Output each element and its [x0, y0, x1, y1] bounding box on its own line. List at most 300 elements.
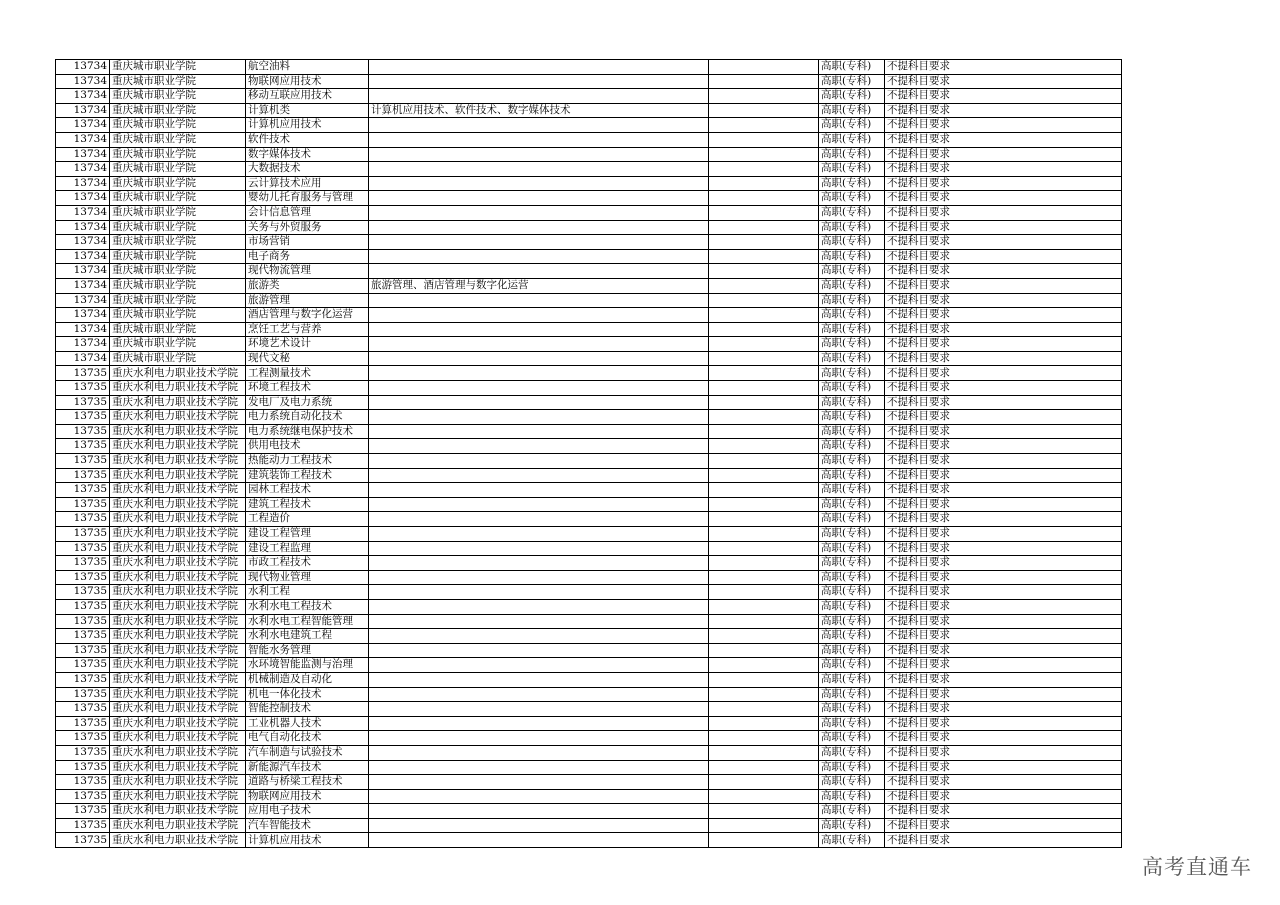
level-cell: 高职(专科) — [819, 702, 885, 717]
school-code-cell: 13735 — [56, 541, 110, 556]
subject-requirement-cell: 不提科目要求 — [885, 599, 1122, 614]
admission-table — [55, 59, 1122, 848]
level-cell: 高职(专科) — [819, 643, 885, 658]
school-name-cell: 重庆城市职业学院 — [110, 103, 246, 118]
major-name-cell: 智能控制技术 — [246, 702, 369, 717]
note-cell — [709, 191, 819, 206]
subject-requirement-cell: 不提科目要求 — [885, 60, 1122, 75]
subject-requirement-cell: 不提科目要求 — [885, 775, 1122, 790]
level-cell: 高职(专科) — [819, 60, 885, 75]
level-cell: 高职(专科) — [819, 410, 885, 425]
major-name-cell: 婴幼儿托育服务与管理 — [246, 191, 369, 206]
table-row — [56, 527, 1122, 542]
subject-requirement-cell: 不提科目要求 — [885, 74, 1122, 89]
school-name-cell: 重庆水利电力职业技术学院 — [110, 658, 246, 673]
school-code-cell: 13735 — [56, 731, 110, 746]
subject-requirement-cell: 不提科目要求 — [885, 804, 1122, 819]
school-code-cell: 13734 — [56, 220, 110, 235]
major-group-cell — [369, 804, 709, 819]
subject-requirement-cell: 不提科目要求 — [885, 702, 1122, 717]
major-name-cell: 电力系统自动化技术 — [246, 410, 369, 425]
note-cell — [709, 527, 819, 542]
subject-requirement-cell: 不提科目要求 — [885, 745, 1122, 760]
major-group-cell — [369, 468, 709, 483]
school-code-cell: 13734 — [56, 337, 110, 352]
major-group-cell — [369, 410, 709, 425]
subject-requirement-cell: 不提科目要求 — [885, 366, 1122, 381]
school-code-cell: 13734 — [56, 322, 110, 337]
school-name-cell: 重庆城市职业学院 — [110, 235, 246, 250]
subject-requirement-cell: 不提科目要求 — [885, 497, 1122, 512]
level-cell: 高职(专科) — [819, 745, 885, 760]
school-name-cell: 重庆城市职业学院 — [110, 322, 246, 337]
school-name-cell: 重庆水利电力职业技术学院 — [110, 454, 246, 469]
note-cell — [709, 687, 819, 702]
table-row — [56, 205, 1122, 220]
major-name-cell: 工程测量技术 — [246, 366, 369, 381]
major-name-cell: 计算机应用技术 — [246, 118, 369, 133]
subject-requirement-cell: 不提科目要求 — [885, 629, 1122, 644]
school-name-cell: 重庆城市职业学院 — [110, 60, 246, 75]
level-cell: 高职(专科) — [819, 497, 885, 512]
note-cell — [709, 497, 819, 512]
table-row — [56, 745, 1122, 760]
school-code-cell: 13735 — [56, 599, 110, 614]
school-name-cell: 重庆城市职业学院 — [110, 308, 246, 323]
school-code-cell: 13734 — [56, 264, 110, 279]
table-row — [56, 366, 1122, 381]
level-cell: 高职(专科) — [819, 249, 885, 264]
table-row — [56, 570, 1122, 585]
school-name-cell: 重庆水利电力职业技术学院 — [110, 687, 246, 702]
level-cell: 高职(专科) — [819, 220, 885, 235]
school-code-cell: 13734 — [56, 205, 110, 220]
major-group-cell — [369, 556, 709, 571]
school-name-cell: 重庆水利电力职业技术学院 — [110, 614, 246, 629]
school-code-cell: 13735 — [56, 833, 110, 848]
major-name-cell: 旅游管理 — [246, 293, 369, 308]
major-group-cell — [369, 74, 709, 89]
major-name-cell: 水利工程 — [246, 585, 369, 600]
note-cell — [709, 512, 819, 527]
major-name-cell: 酒店管理与数字化运营 — [246, 308, 369, 323]
table-row — [56, 687, 1122, 702]
note-cell — [709, 381, 819, 396]
school-name-cell: 重庆水利电力职业技术学院 — [110, 716, 246, 731]
school-name-cell: 重庆水利电力职业技术学院 — [110, 818, 246, 833]
level-cell: 高职(专科) — [819, 89, 885, 104]
school-name-cell: 重庆水利电力职业技术学院 — [110, 702, 246, 717]
school-code-cell: 13735 — [56, 483, 110, 498]
subject-requirement-cell: 不提科目要求 — [885, 89, 1122, 104]
subject-requirement-cell: 不提科目要求 — [885, 132, 1122, 147]
school-code-cell: 13734 — [56, 191, 110, 206]
major-group-cell — [369, 818, 709, 833]
school-name-cell: 重庆水利电力职业技术学院 — [110, 424, 246, 439]
subject-requirement-cell: 不提科目要求 — [885, 468, 1122, 483]
table-row — [56, 89, 1122, 104]
note-cell — [709, 541, 819, 556]
major-group-cell — [369, 629, 709, 644]
school-code-cell: 13735 — [56, 804, 110, 819]
school-code-cell: 13735 — [56, 614, 110, 629]
school-name-cell: 重庆城市职业学院 — [110, 278, 246, 293]
table-row — [56, 308, 1122, 323]
note-cell — [709, 658, 819, 673]
table-row — [56, 585, 1122, 600]
level-cell: 高职(专科) — [819, 454, 885, 469]
major-name-cell: 现代文秘 — [246, 351, 369, 366]
subject-requirement-cell: 不提科目要求 — [885, 716, 1122, 731]
table-row — [56, 220, 1122, 235]
school-name-cell: 重庆水利电力职业技术学院 — [110, 672, 246, 687]
school-code-cell: 13735 — [56, 527, 110, 542]
table-row — [56, 804, 1122, 819]
subject-requirement-cell: 不提科目要求 — [885, 585, 1122, 600]
level-cell: 高职(专科) — [819, 366, 885, 381]
level-cell: 高职(专科) — [819, 599, 885, 614]
major-name-cell: 工业机器人技术 — [246, 716, 369, 731]
note-cell — [709, 74, 819, 89]
table-row — [56, 599, 1122, 614]
level-cell: 高职(专科) — [819, 118, 885, 133]
level-cell: 高职(专科) — [819, 570, 885, 585]
school-name-cell: 重庆水利电力职业技术学院 — [110, 468, 246, 483]
major-group-cell — [369, 205, 709, 220]
school-code-cell: 13735 — [56, 570, 110, 585]
table-row — [56, 775, 1122, 790]
table-row — [56, 191, 1122, 206]
table-row — [56, 424, 1122, 439]
note-cell — [709, 60, 819, 75]
school-name-cell: 重庆城市职业学院 — [110, 264, 246, 279]
subject-requirement-cell: 不提科目要求 — [885, 643, 1122, 658]
note-cell — [709, 366, 819, 381]
school-code-cell: 13734 — [56, 249, 110, 264]
level-cell: 高职(专科) — [819, 191, 885, 206]
school-code-cell: 13735 — [56, 410, 110, 425]
table-row — [56, 672, 1122, 687]
major-name-cell: 智能水务管理 — [246, 643, 369, 658]
school-code-cell: 13735 — [56, 658, 110, 673]
major-group-cell — [369, 599, 709, 614]
major-name-cell: 电气自动化技术 — [246, 731, 369, 746]
table-row — [56, 410, 1122, 425]
major-name-cell: 环境艺术设计 — [246, 337, 369, 352]
major-group-cell — [369, 775, 709, 790]
subject-requirement-cell: 不提科目要求 — [885, 264, 1122, 279]
note-cell — [709, 424, 819, 439]
major-name-cell: 关务与外贸服务 — [246, 220, 369, 235]
note-cell — [709, 585, 819, 600]
major-name-cell: 工程造价 — [246, 512, 369, 527]
table-row — [56, 74, 1122, 89]
subject-requirement-cell: 不提科目要求 — [885, 556, 1122, 571]
school-name-cell: 重庆城市职业学院 — [110, 220, 246, 235]
note-cell — [709, 760, 819, 775]
table-row — [56, 132, 1122, 147]
school-code-cell: 13735 — [56, 672, 110, 687]
school-name-cell: 重庆城市职业学院 — [110, 162, 246, 177]
note-cell — [709, 716, 819, 731]
level-cell: 高职(专科) — [819, 381, 885, 396]
table-row — [56, 702, 1122, 717]
school-name-cell: 重庆城市职业学院 — [110, 118, 246, 133]
table-row — [56, 789, 1122, 804]
school-name-cell: 重庆水利电力职业技术学院 — [110, 410, 246, 425]
subject-requirement-cell: 不提科目要求 — [885, 162, 1122, 177]
major-name-cell: 新能源汽车技术 — [246, 760, 369, 775]
major-group-cell — [369, 162, 709, 177]
major-name-cell: 环境工程技术 — [246, 381, 369, 396]
school-code-cell: 13735 — [56, 512, 110, 527]
table-row — [56, 60, 1122, 75]
note-cell — [709, 702, 819, 717]
level-cell: 高职(专科) — [819, 351, 885, 366]
school-code-cell: 13735 — [56, 585, 110, 600]
level-cell: 高职(专科) — [819, 132, 885, 147]
school-name-cell: 重庆城市职业学院 — [110, 132, 246, 147]
school-name-cell: 重庆水利电力职业技术学院 — [110, 775, 246, 790]
table-row — [56, 395, 1122, 410]
subject-requirement-cell: 不提科目要求 — [885, 395, 1122, 410]
major-group-cell — [369, 716, 709, 731]
note-cell — [709, 629, 819, 644]
subject-requirement-cell: 不提科目要求 — [885, 308, 1122, 323]
school-name-cell: 重庆水利电力职业技术学院 — [110, 585, 246, 600]
major-group-cell — [369, 147, 709, 162]
subject-requirement-cell: 不提科目要求 — [885, 483, 1122, 498]
subject-requirement-cell: 不提科目要求 — [885, 789, 1122, 804]
major-group-cell — [369, 395, 709, 410]
subject-requirement-cell: 不提科目要求 — [885, 731, 1122, 746]
school-code-cell: 13734 — [56, 147, 110, 162]
level-cell: 高职(专科) — [819, 541, 885, 556]
table-row — [56, 716, 1122, 731]
note-cell — [709, 162, 819, 177]
major-group-cell — [369, 672, 709, 687]
level-cell: 高职(专科) — [819, 775, 885, 790]
major-group-cell — [369, 191, 709, 206]
major-group-cell — [369, 614, 709, 629]
major-name-cell: 数字媒体技术 — [246, 147, 369, 162]
note-cell — [709, 264, 819, 279]
level-cell: 高职(专科) — [819, 614, 885, 629]
major-name-cell: 汽车智能技术 — [246, 818, 369, 833]
subject-requirement-cell: 不提科目要求 — [885, 191, 1122, 206]
school-name-cell: 重庆水利电力职业技术学院 — [110, 556, 246, 571]
school-code-cell: 13734 — [56, 74, 110, 89]
major-group-cell — [369, 833, 709, 848]
level-cell: 高职(专科) — [819, 672, 885, 687]
school-name-cell: 重庆水利电力职业技术学院 — [110, 643, 246, 658]
note-cell — [709, 278, 819, 293]
major-group-cell — [369, 337, 709, 352]
school-code-cell: 13735 — [56, 439, 110, 454]
school-name-cell: 重庆城市职业学院 — [110, 249, 246, 264]
table-row — [56, 147, 1122, 162]
table-row — [56, 468, 1122, 483]
level-cell: 高职(专科) — [819, 264, 885, 279]
note-cell — [709, 235, 819, 250]
note-cell — [709, 483, 819, 498]
level-cell: 高职(专科) — [819, 658, 885, 673]
school-code-cell: 13735 — [56, 775, 110, 790]
school-name-cell: 重庆水利电力职业技术学院 — [110, 381, 246, 396]
subject-requirement-cell: 不提科目要求 — [885, 687, 1122, 702]
level-cell: 高职(专科) — [819, 468, 885, 483]
level-cell: 高职(专科) — [819, 337, 885, 352]
subject-requirement-cell: 不提科目要求 — [885, 818, 1122, 833]
major-group-cell — [369, 643, 709, 658]
table-row — [56, 614, 1122, 629]
school-code-cell: 13734 — [56, 162, 110, 177]
major-group-cell — [369, 308, 709, 323]
school-name-cell: 重庆水利电力职业技术学院 — [110, 760, 246, 775]
table-row — [56, 643, 1122, 658]
major-name-cell: 移动互联应用技术 — [246, 89, 369, 104]
school-code-cell: 13734 — [56, 278, 110, 293]
major-name-cell: 物联网应用技术 — [246, 74, 369, 89]
table-row — [56, 833, 1122, 848]
major-group-cell — [369, 570, 709, 585]
major-group-cell — [369, 702, 709, 717]
school-name-cell: 重庆城市职业学院 — [110, 89, 246, 104]
major-group-cell — [369, 454, 709, 469]
major-group-cell — [369, 541, 709, 556]
table-row — [56, 162, 1122, 177]
subject-requirement-cell: 不提科目要求 — [885, 439, 1122, 454]
subject-requirement-cell: 不提科目要求 — [885, 220, 1122, 235]
level-cell: 高职(专科) — [819, 147, 885, 162]
major-group-cell — [369, 235, 709, 250]
level-cell: 高职(专科) — [819, 483, 885, 498]
major-name-cell: 现代物业管理 — [246, 570, 369, 585]
school-code-cell: 13735 — [56, 468, 110, 483]
major-name-cell: 建设工程管理 — [246, 527, 369, 542]
subject-requirement-cell: 不提科目要求 — [885, 381, 1122, 396]
table-row — [56, 118, 1122, 133]
note-cell — [709, 672, 819, 687]
note-cell — [709, 337, 819, 352]
major-name-cell: 建筑装饰工程技术 — [246, 468, 369, 483]
table-row — [56, 249, 1122, 264]
subject-requirement-cell: 不提科目要求 — [885, 760, 1122, 775]
level-cell: 高职(专科) — [819, 293, 885, 308]
school-name-cell: 重庆水利电力职业技术学院 — [110, 366, 246, 381]
major-name-cell: 大数据技术 — [246, 162, 369, 177]
school-name-cell: 重庆水利电力职业技术学院 — [110, 483, 246, 498]
major-group-cell — [369, 745, 709, 760]
school-name-cell: 重庆水利电力职业技术学院 — [110, 731, 246, 746]
major-name-cell: 计算机应用技术 — [246, 833, 369, 848]
table-row — [56, 658, 1122, 673]
school-code-cell: 13735 — [56, 366, 110, 381]
note-cell — [709, 147, 819, 162]
major-name-cell: 建筑工程技术 — [246, 497, 369, 512]
level-cell: 高职(专科) — [819, 322, 885, 337]
major-name-cell: 电子商务 — [246, 249, 369, 264]
school-name-cell: 重庆水利电力职业技术学院 — [110, 527, 246, 542]
level-cell: 高职(专科) — [819, 308, 885, 323]
school-name-cell: 重庆城市职业学院 — [110, 337, 246, 352]
table-row — [56, 351, 1122, 366]
major-name-cell: 园林工程技术 — [246, 483, 369, 498]
subject-requirement-cell: 不提科目要求 — [885, 833, 1122, 848]
note-cell — [709, 570, 819, 585]
table-body — [56, 60, 1122, 848]
level-cell: 高职(专科) — [819, 205, 885, 220]
note-cell — [709, 293, 819, 308]
note-cell — [709, 220, 819, 235]
note-cell — [709, 308, 819, 323]
major-group-cell — [369, 293, 709, 308]
school-code-cell: 13735 — [56, 454, 110, 469]
major-group-cell — [369, 497, 709, 512]
note-cell — [709, 731, 819, 746]
watermark: 高考直通车 — [1142, 855, 1252, 879]
major-name-cell: 机电一体化技术 — [246, 687, 369, 702]
major-group-cell — [369, 118, 709, 133]
school-code-cell: 13735 — [56, 716, 110, 731]
subject-requirement-cell: 不提科目要求 — [885, 176, 1122, 191]
school-code-cell: 13734 — [56, 103, 110, 118]
major-group-cell — [369, 322, 709, 337]
school-code-cell: 13735 — [56, 818, 110, 833]
level-cell: 高职(专科) — [819, 278, 885, 293]
major-name-cell: 机械制造及自动化 — [246, 672, 369, 687]
major-group-cell — [369, 658, 709, 673]
major-name-cell: 云计算技术应用 — [246, 176, 369, 191]
school-name-cell: 重庆水利电力职业技术学院 — [110, 541, 246, 556]
major-group-cell — [369, 366, 709, 381]
school-code-cell: 13735 — [56, 424, 110, 439]
level-cell: 高职(专科) — [819, 527, 885, 542]
subject-requirement-cell: 不提科目要求 — [885, 410, 1122, 425]
level-cell: 高职(专科) — [819, 760, 885, 775]
school-name-cell: 重庆水利电力职业技术学院 — [110, 512, 246, 527]
major-name-cell: 航空油料 — [246, 60, 369, 75]
note-cell — [709, 454, 819, 469]
subject-requirement-cell: 不提科目要求 — [885, 351, 1122, 366]
level-cell: 高职(专科) — [819, 512, 885, 527]
major-group-cell: 旅游管理、酒店管理与数字化运营 — [369, 278, 709, 293]
table-row — [56, 512, 1122, 527]
school-code-cell: 13734 — [56, 118, 110, 133]
school-code-cell: 13735 — [56, 789, 110, 804]
major-group-cell — [369, 585, 709, 600]
school-code-cell: 13735 — [56, 687, 110, 702]
school-code-cell: 13734 — [56, 351, 110, 366]
major-group-cell — [369, 527, 709, 542]
school-name-cell: 重庆城市职业学院 — [110, 176, 246, 191]
major-name-cell: 会计信息管理 — [246, 205, 369, 220]
table-row — [56, 483, 1122, 498]
note-cell — [709, 351, 819, 366]
major-name-cell: 道路与桥梁工程技术 — [246, 775, 369, 790]
note-cell — [709, 410, 819, 425]
school-name-cell: 重庆水利电力职业技术学院 — [110, 804, 246, 819]
level-cell: 高职(专科) — [819, 424, 885, 439]
level-cell: 高职(专科) — [819, 818, 885, 833]
subject-requirement-cell: 不提科目要求 — [885, 118, 1122, 133]
table-row — [56, 760, 1122, 775]
school-code-cell: 13735 — [56, 497, 110, 512]
major-group-cell — [369, 89, 709, 104]
note-cell — [709, 322, 819, 337]
major-name-cell: 水环境智能监测与治理 — [246, 658, 369, 673]
level-cell: 高职(专科) — [819, 716, 885, 731]
